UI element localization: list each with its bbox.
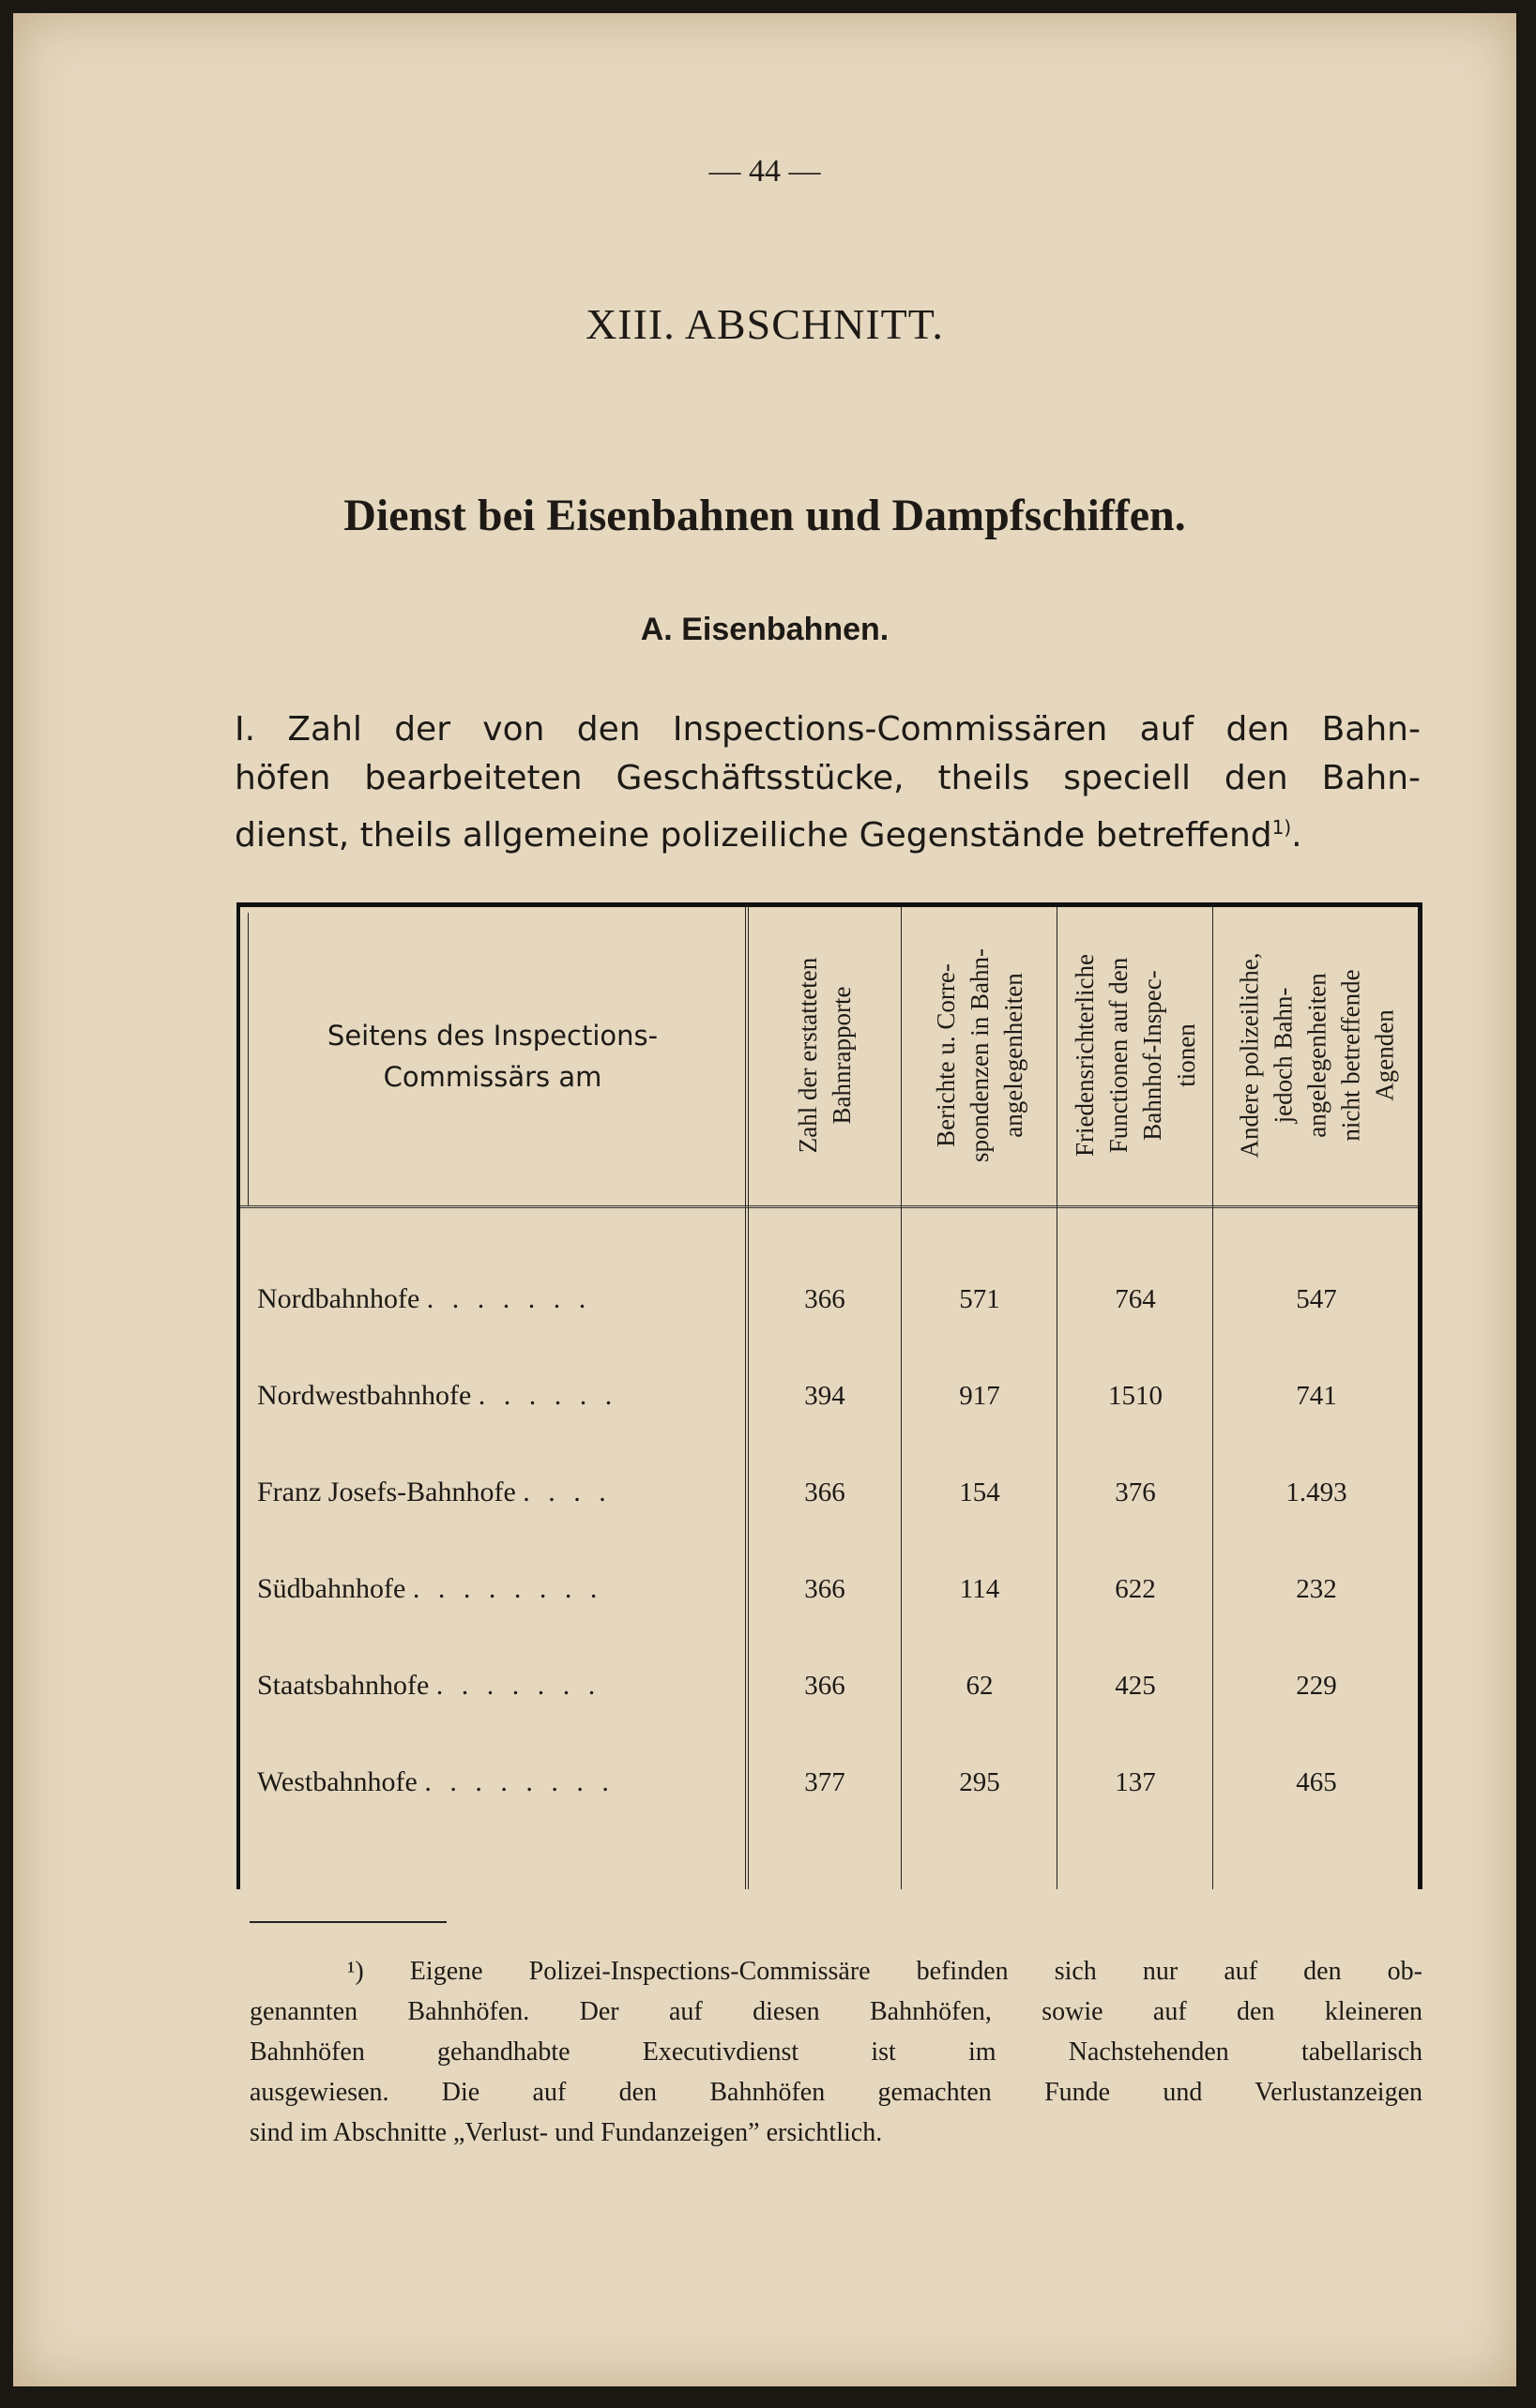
row-label: [257, 1754, 736, 1810]
table-row: [240, 1368, 1422, 1424]
document-page: [13, 13, 1516, 2386]
table-cell: 376: [1115, 1477, 1156, 1507]
intro-paragraph: [235, 705, 1421, 860]
table-cell: 571: [959, 1284, 1000, 1314]
row-label-text: Staatsbahnhofe: [257, 1670, 430, 1701]
column-header-bahnrapporte: [749, 913, 901, 1198]
table-cell: 1510: [1108, 1381, 1163, 1411]
column-header-line: Friedensrichterliche: [1071, 954, 1100, 1157]
intro-line: I. Zahl der von den Inspections-Commissären auf den Bahn-: [235, 710, 1421, 749]
column-divider: [1419, 913, 1420, 1205]
stub-header-line: Commissärs am: [383, 1061, 602, 1093]
intro-line: höfen bearbeiteten Geschäftsstücke, theils speciell den Bahn-: [235, 759, 1421, 797]
leader-dots: . . . .: [523, 1477, 612, 1507]
table-row: [240, 1271, 1422, 1327]
column-header-line: Berichte u. Corre-: [932, 963, 961, 1147]
row-label-text: Nordwestbahnhofe: [257, 1380, 472, 1411]
table-cell: 394: [804, 1381, 845, 1411]
section-heading: XIII. ABSCHNITT.: [586, 300, 944, 348]
column-header-line: Bahnhof-Inspec-: [1138, 970, 1167, 1141]
table-cell: 547: [1296, 1284, 1337, 1314]
column-header-line: Functionen auf den: [1104, 957, 1133, 1154]
table-cell: 465: [1296, 1767, 1337, 1797]
column-header-line: jedoch Bahn-: [1269, 987, 1297, 1124]
column-header-line: spondenzen in Bahn-: [966, 948, 995, 1162]
leader-dots: . . . . . . .: [426, 1283, 592, 1314]
stub-header: [240, 907, 745, 1205]
table-row: [240, 1561, 1422, 1617]
table-cell: 1.493: [1285, 1477, 1347, 1507]
column-header-berichte: [903, 913, 1057, 1198]
row-label-text: Südbahnhofe: [257, 1573, 406, 1604]
table-cell: 295: [959, 1767, 1000, 1797]
column-header-line: Agenden: [1370, 1009, 1398, 1101]
column-header-line: angelegenheiten: [999, 973, 1028, 1138]
table-cell: 377: [804, 1767, 845, 1797]
table-row: [240, 1658, 1422, 1714]
column-divider: [248, 913, 249, 1205]
leader-dots: . . . . . . . .: [412, 1573, 603, 1604]
footnote-line: genannten Bahnhöfen. Der auf diesen Bahnhöfen, sowie auf den kleineren: [250, 1997, 1422, 2026]
table-cell: 154: [959, 1477, 1000, 1507]
table-cell: 425: [1115, 1671, 1156, 1701]
table-cell: 366: [804, 1284, 845, 1314]
column-header-line: Bahnrapporte: [828, 986, 856, 1125]
row-label-text: Westbahnhofe: [257, 1766, 418, 1797]
table-cell: 366: [804, 1477, 845, 1507]
footnote-line: sind im Abschnitte „Verlust- und Fundanzeigen” ersichtlich.: [250, 2118, 883, 2147]
leader-dots: . . . . . . . .: [424, 1766, 615, 1797]
row-label-text: Nordbahnhofe: [257, 1283, 420, 1314]
column-header-line: Zahl der erstatteten: [794, 957, 822, 1154]
table-row: [240, 1754, 1422, 1810]
table-cell: 114: [959, 1574, 1000, 1604]
column-header-line: nicht betreffende: [1336, 969, 1364, 1142]
footnote-line: ¹) Eigene Polizei-Inspections-Commissäre befinden sich nur auf den ob-: [347, 1957, 1422, 1986]
intro-trailing: .: [1291, 816, 1302, 855]
column-header-line: angelegenheiten: [1302, 973, 1331, 1138]
table-cell: 137: [1115, 1767, 1156, 1797]
table-cell: 764: [1115, 1284, 1156, 1314]
footnote-rule: [250, 1921, 447, 1923]
table-cell: 917: [959, 1381, 1000, 1411]
intro-line: [235, 803, 1421, 860]
table-cell: 229: [1296, 1671, 1337, 1701]
row-label: [257, 1561, 736, 1617]
leader-dots: . . . . . .: [478, 1380, 618, 1411]
column-header-line: Andere polizeiliche,: [1235, 952, 1263, 1159]
column-header-friedensrichterliche: [1058, 913, 1212, 1198]
row-label: [257, 1464, 736, 1521]
footnote: [250, 1951, 1422, 2153]
stub-header-line: Seitens des Inspections-: [327, 1020, 659, 1052]
table-row: [240, 1464, 1422, 1521]
column-header-andere: [1214, 913, 1419, 1198]
leader-dots: . . . . . . .: [435, 1670, 601, 1701]
column-header-line: tionen: [1172, 1023, 1201, 1087]
table-cell: 366: [804, 1574, 845, 1604]
table-cell: 622: [1115, 1574, 1156, 1604]
page-title: Dienst bei Eisenbahnen und Dampfschiffen.: [343, 491, 1186, 540]
statistics-table: [236, 902, 1422, 1889]
footnote-line: ausgewiesen. Die auf den Bahnhöfen gemachten Funde und Verlustanzeigen: [250, 2078, 1422, 2107]
intro-line-text: dienst, theils allgemeine polizeiliche Gegenstände betreffend: [235, 816, 1272, 855]
table-cell: 741: [1296, 1381, 1337, 1411]
footnote-marker: 1): [1271, 816, 1292, 839]
row-label: [257, 1368, 736, 1424]
table-cell: 62: [966, 1671, 994, 1701]
table-cell: 232: [1296, 1574, 1337, 1604]
header-rule: [240, 1205, 1418, 1210]
table-cell: 366: [804, 1671, 845, 1701]
row-label: [257, 1658, 736, 1714]
subtitle: A. Eisenbahnen.: [640, 612, 890, 647]
row-label: [257, 1271, 736, 1327]
footnote-line: Bahnhöfen gehandhabte Executivdienst ist im Nachstehenden tabellarisch: [250, 2037, 1422, 2067]
page-number: — 44 —: [708, 154, 821, 189]
row-label-text: Franz Josefs-Bahnhofe: [257, 1477, 516, 1507]
